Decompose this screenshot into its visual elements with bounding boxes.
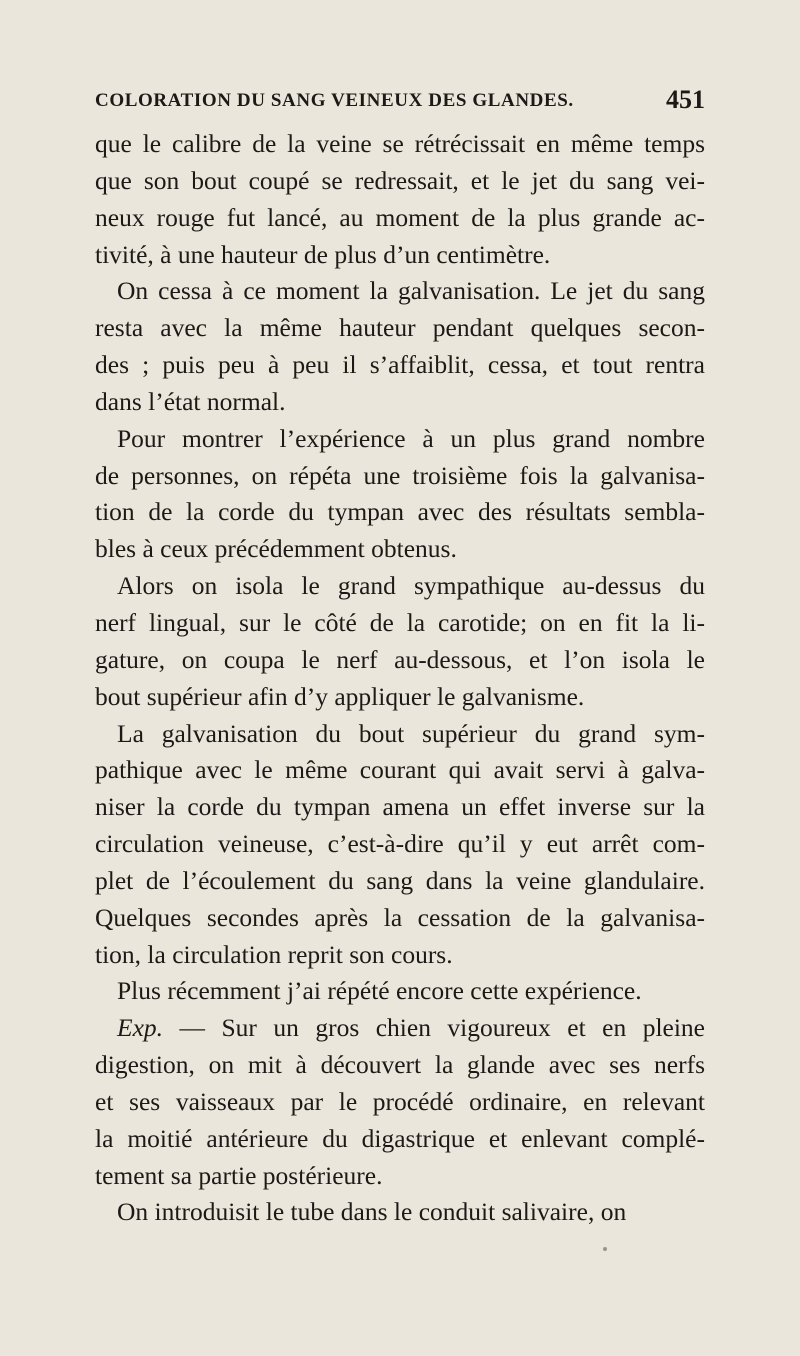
text-line: nerf lingual, sur le côté de la carotide; on en fit la li- <box>95 607 705 637</box>
text-line: tion de la corde du tympan avec des résultats sembla- <box>95 497 705 527</box>
paragraph <box>95 1010 705 1194</box>
text-line: On introduisit le tube dans le conduit salivaire, on <box>117 1197 627 1227</box>
page-number: 451 <box>666 85 705 114</box>
text-line: bles à ceux précédemment obtenus. <box>95 534 457 564</box>
text-line: bout supérieur afin d’y appliquer le galvanisme. <box>95 681 585 711</box>
text-line: plet de l’écoulement du sang dans la veine glandulaire. <box>95 865 705 895</box>
paragraph <box>95 1194 705 1231</box>
paragraph <box>95 568 705 715</box>
text-line: dans l’état normal. <box>95 386 286 416</box>
paragraph <box>95 716 705 974</box>
text-line-rest: — Sur un gros chien vigoureux et en pleine <box>163 1013 705 1043</box>
paper-speck <box>603 1247 607 1251</box>
italic-lead: Exp. <box>117 1013 164 1043</box>
text-line: tivité, à une hauteur de plus d’un centimètre. <box>95 239 551 269</box>
paragraph <box>95 421 705 568</box>
paragraph <box>95 126 705 273</box>
text-line: resta avec la même hauteur pendant quelques secon- <box>95 313 705 343</box>
text-line: que le calibre de la veine se rétrécissait en même temps <box>95 129 705 158</box>
text-line: pathique avec le même courant qui avait servi à galva- <box>95 755 705 785</box>
body-text <box>95 126 705 1231</box>
text-line: Plus récemment j’ai répété encore cette expérience. <box>117 976 642 1006</box>
text-line: niser la corde du tympan amena un effet inverse sur la <box>95 792 705 822</box>
paragraph <box>95 273 705 420</box>
text-line: la moitié antérieure du digastrique et enlevant complé- <box>95 1123 705 1153</box>
text-line: Quelques secondes après la cessation de la galvanisa- <box>95 902 705 932</box>
text-line: gature, on coupa le nerf au-dessous, et l’on isola le <box>95 644 705 674</box>
text-line: circulation veineuse, c’est-à-dire qu’il y eut arrêt com- <box>95 829 705 859</box>
text-line: Pour montrer l’expérience à un plus grand nombre <box>117 423 705 453</box>
text-line <box>95 1010 705 1047</box>
text-line: que son bout coupé se redressait, et le jet du sang vei- <box>95 165 705 195</box>
paragraph <box>95 973 705 1010</box>
text-line: et ses vaisseaux par le procédé ordinaire, en relevant <box>95 1086 705 1116</box>
text-line: Alors on isola le grand sympathique au-dessus du <box>117 571 705 601</box>
text-line: La galvanisation du bout supérieur du grand sym- <box>117 718 705 748</box>
text-line: tion, la circulation reprit son cours. <box>95 939 453 969</box>
running-title: COLORATION DU SANG VEINEUX DES GLANDES. <box>95 90 574 111</box>
text-line: tement sa partie postérieure. <box>95 1160 383 1190</box>
text-line: digestion, on mit à découvert la glande avec ses nerfs <box>95 1050 705 1080</box>
text-line: On cessa à ce moment la galvanisation. Le jet du sang <box>117 276 705 306</box>
text-line: neux rouge fut lancé, au moment de la plus grande ac- <box>95 202 705 232</box>
text-line: des ; puis peu à peu il s’affaiblit, cessa, et tout rentra <box>95 350 705 380</box>
text-line: de personnes, on répéta une troisième fois la galvanisa- <box>95 460 705 490</box>
page-header <box>95 85 705 118</box>
